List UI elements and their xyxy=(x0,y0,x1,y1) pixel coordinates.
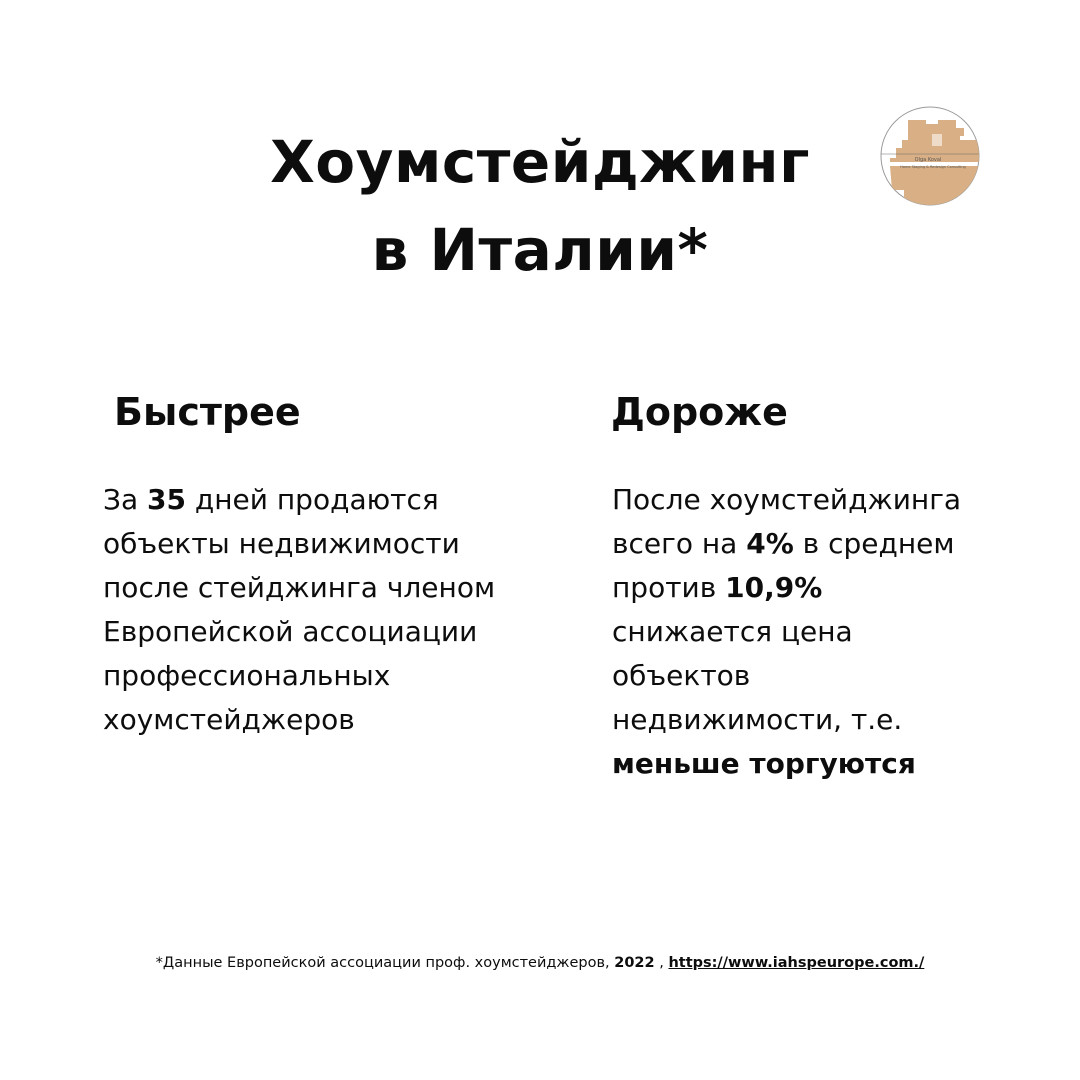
discount-unstaged-value: 10,9% xyxy=(725,571,823,604)
expensive-line-5: объектов xyxy=(612,659,751,692)
expensive-line-7: меньше торгуются xyxy=(612,747,916,780)
title-line-1: Хоумстейджинг xyxy=(270,128,810,196)
faster-line-4: Европейской ассоциации xyxy=(103,615,478,648)
expensive-line-2: всего на 4% в среднем xyxy=(612,527,955,560)
faster-line-6: хоумстейджеров xyxy=(103,703,355,736)
faster-line-2: объекты недвижимости xyxy=(103,527,460,560)
heading-more-expensive: Дороже xyxy=(611,390,788,434)
footnote xyxy=(0,952,1080,974)
faster-line-3: после стейджинга членом xyxy=(103,571,496,604)
expensive-line-1: После хоумстейджинга xyxy=(612,483,962,516)
logo-name: Olga Koval xyxy=(914,157,942,163)
footnote-year: 2022 xyxy=(614,955,655,971)
heading-faster: Быстрее xyxy=(114,390,301,434)
expensive-line-4: снижается цена xyxy=(612,615,853,648)
company-logo xyxy=(880,106,980,206)
footnote-text: *Данные Европейской ассоциации проф. хоумстейджеров, xyxy=(155,955,615,971)
footnote-separator: , xyxy=(654,955,669,971)
logo-graphic xyxy=(880,106,980,206)
discount-staged-value: 4% xyxy=(746,527,794,560)
title-line-2: в Италии* xyxy=(371,216,709,284)
expensive-line-6: недвижимости, т.е. xyxy=(612,703,903,736)
expensive-line-3: против 10,9% xyxy=(612,571,823,604)
source-link[interactable]: https://www.iahspeurope.com./ xyxy=(668,955,925,971)
expensive-description xyxy=(612,478,961,786)
days-value: 35 xyxy=(147,483,186,516)
faster-description xyxy=(103,478,495,742)
faster-line-5: профессиональных xyxy=(103,659,391,692)
faster-line-1: За 35 дней продаются xyxy=(103,483,439,516)
logo-tagline: Home Staging & Redesign Consulting xyxy=(900,165,966,169)
